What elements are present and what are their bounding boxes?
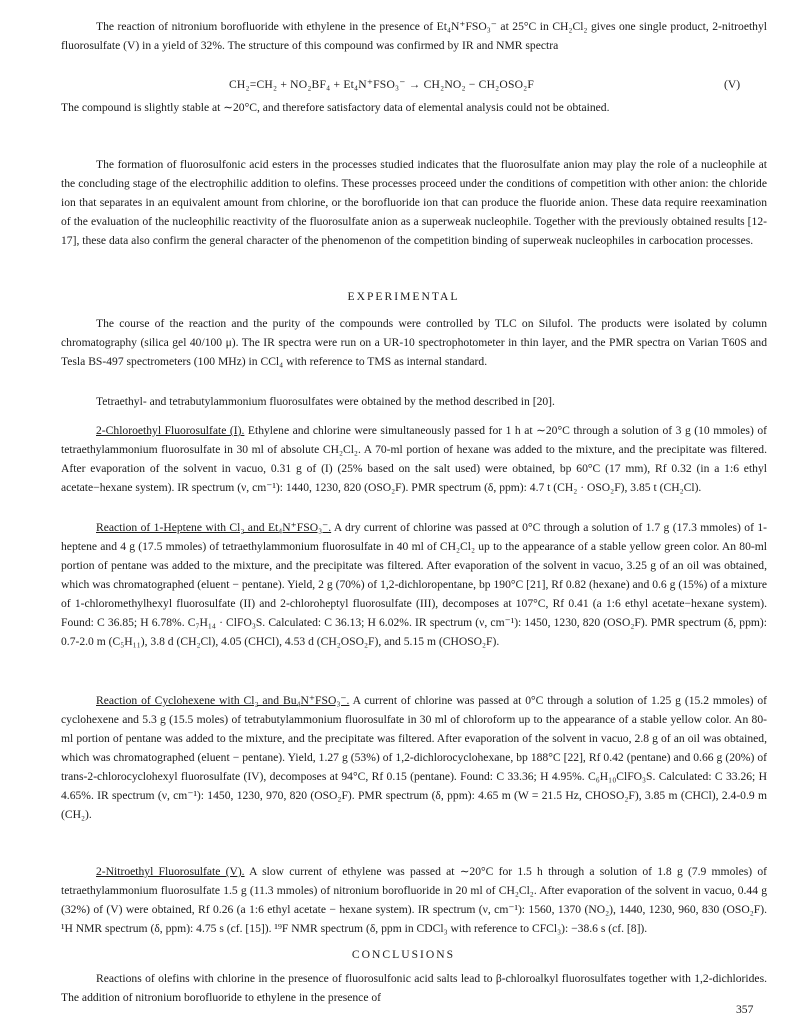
procedure-title: 2-Nitroethyl Fluorosulfate (V).	[96, 865, 245, 878]
intro-paragraph: The reaction of nitronium borofluoride with ethylene in the presence of Et₄N⁺FSO₃⁻ at 25°C in CH₂Cl₂ gives one single product, 2-nitroethyl fluorosulfate (V) in a yield of 32%. The structure of this compound was confirmed by IR and NMR spectra	[61, 20, 767, 52]
procedure-body: A slow current of ethylene was passed at ∼20°C for 1.5 h through a solution of 1.8 g (7.9 mmoles) of tetraethylammonium fluorosulfate 1.5 g (11.3 mmoles) of nitronium borofluoride in 20 ml of CH₂Cl₂. After evaporation of the solvent in vacuo, 0.44 g (32%) of (V) were obtained, Rf 0.26 (a 1:6 ethyl acetate − hexane system). IR spectrum (ν, cm⁻¹): 1560, 1370 (NO₂), 1440, 1230, 960, 830 (OSO₂F). ¹H NMR spectrum (δ, ppm): 4.75 s (cf. [15]). ¹⁹F NMR spectrum (δ, ppm in CDCl₃ with reference to CFCl₃): −38.6 s (cf. [8]).	[61, 865, 767, 935]
salts-paragraph: Tetraethyl- and tetrabutylammonium fluorosulfates were obtained by the method described in [20].	[96, 395, 555, 408]
conclusions-paragraph: Reactions of olefins with chlorine in the presence of fluorosulfonic acid salts lead to β-chloroalkyl fluorosulfates together with 1,2-dichlorides. The addition of nitronium borofluoride to ethylene in the presence of	[61, 972, 767, 1004]
equation-number: (V)	[724, 78, 741, 91]
methods-paragraph: The course of the reaction and the purity of the compounds were controlled by TLC on Silufol. The products were isolated by column chromatography (silica gel 40/100 μ). The IR spectra were run on a UR-10 spectrophotometer in thin layer, and the PMR spectra on Varian T60S and Tesla BS-497 spectrometers (100 MHz) in CCl₄ with reference to TMS as internal standard.	[61, 317, 767, 368]
conclusions-heading: CONCLUSIONS	[351, 948, 456, 961]
procedure-cyclohexene	[61, 691, 767, 824]
experimental-heading: EXPERIMENTAL	[347, 290, 460, 303]
procedure-title: 2-Chloroethyl Fluorosulfate (I).	[96, 424, 245, 437]
procedure-nitroethyl	[61, 862, 767, 938]
procedure-title: Reaction of 1-Heptene with Cl₂ and Et₄N⁺FSO₃⁻.	[96, 521, 332, 534]
procedure-heptene	[61, 518, 767, 651]
procedure-chloroethyl	[61, 421, 767, 497]
procedure-title: Reaction of Cyclohexene with Cl₂ and Bu₄N⁺FSO₃⁻.	[96, 694, 350, 707]
procedure-body: Ethylene and chlorine were simultaneously passed for 1 h at ∼20°C through a solution of 3 g (10 mmoles) of tetraethylammonium fluorosulfate in 30 ml of absolute CH₂Cl₂. A 70-ml portion of hexane was added to the mixture, and the precipitate was filtered. After evaporation of the solvent in vacuo, 0.31 g of (I) (25% based on the salt used) were obtained, bp 60°C (17 mm), Rf 0.32 (in a 1:6 ethyl acetate−hexane system). IR spectrum (ν, cm⁻¹): 1440, 1230, 820 (OSO₂F). PMR spectrum (δ, ppm): 4.7 t (CH₂ · OSO₂F), 3.85 t (CH₂Cl).	[61, 424, 767, 494]
procedure-body: A dry current of chlorine was passed at 0°C through a solution of 1.7 g (17.3 mmoles) of 1-heptene and 4 g (17.5 mmoles) of tetraethylammonium fluorosulfate in 40 ml of CH₂Cl₂ up to the appearance of a stable yellow green color. An 80-ml portion of pentane was added to the mixture, and the precipitate was filtered. After evaporation of the solvent in vacuo, 3.25 g of an oil was obtained, which was chromatographed (eluent − pentane). Yield, 2 g (70%) of 1,2-dichloropentane, bp 190°C [21], Rf 0.82 (hexane) and 0.6 g (15%) of a mixture of 1-chloromethylhexyl fluorosulfate (II) and 2-chloroheptyl fluorosulfate (III), decomposes at 107°C, Rf 0.41 (a 1:6 ethyl acetate−hexane system). Found: C 36.85; H 6.78%. C₇H₁₄ · ClFO₃S. Calculated: C 36.13; H 6.02%. IR spectrum (ν, cm⁻¹): 1450, 1230, 820 (OSO₂F). PMR spectrum (δ, ppm): 0.7-2.0 m (C₅H₁₁), 3.8 d (CH₂Cl), 4.05 (CHCl), 4.53 d (CH₂OSO₂F), and 5.15 m (CHOSO₂F).	[61, 521, 767, 648]
procedure-body: A current of chlorine was passed at 0°C through a solution of 1.25 g (15.2 mmoles) of cyclohexene and 5.3 g (15.5 moles) of tetrabutylammonium fluorosulfate in 30 ml of chloroform up to the appearance of a stable yellow color. An 80-ml portion of pentane was added to the mixture, and the precipitate was filtered. After evaporation of the solvent in vacuo, 2.8 g of an oil was obtained, which was chromatographed (eluent − pentane). Yield, 1.27 g (53%) of 1,2-dichlorocyclohexane, bp 188°C [22], Rf 0.42 (pentane) and 0.66 g (20%) of trans-2-chlorocyclohexyl fluorosulfate (IV), decomposes at 94°C, Rf 0.15 (pentane). Found: C 33.36; H 4.95%. C₆H₁₀ClFO₃S. Calculated: C 33.26; H 4.65%. IR spectrum (ν, cm⁻¹): 1450, 1230, 970, 820 (OSO₂F). PMR spectrum (δ, ppm): 4.65 m (W = 21.5 Hz, CHOSO₂F), 3.85 m (CHCl), 2.4-0.9 m (CH₂).	[61, 694, 767, 821]
discussion-paragraph: The formation of fluorosulfonic acid esters in the processes studied indicates that the fluorosulfate anion may play the role of a nucleophile at the concluding stage of the electrophilic addition to olefins. These processes proceed under the conditions of competition with other anion: the chloride ion that separates in an equivalent amount from chlorine, or the borofluoride ion that can produce the fluoride anion. These data require reexamination of the evaluation of the nucleophilic reactivity of the fluorosulfate anion as a superweak nucleophile. Together with the previously obtained results [12-17], these data also confirm the general character of the phenomenon of the competition binding of superweak nucleophiles in carbocation processes.	[61, 158, 767, 247]
page-number: 357	[736, 1003, 754, 1016]
stability-paragraph: The compound is slightly stable at ∼20°C, and therefore satisfactory data of elemental analysis could not be obtained.	[61, 101, 610, 114]
reaction-equation: CH₂=CH₂ + NO₂BF₄ + Et₄N⁺FSO₃⁻ → CH₂NO₂ − CH₂OSO₂F	[229, 78, 535, 91]
